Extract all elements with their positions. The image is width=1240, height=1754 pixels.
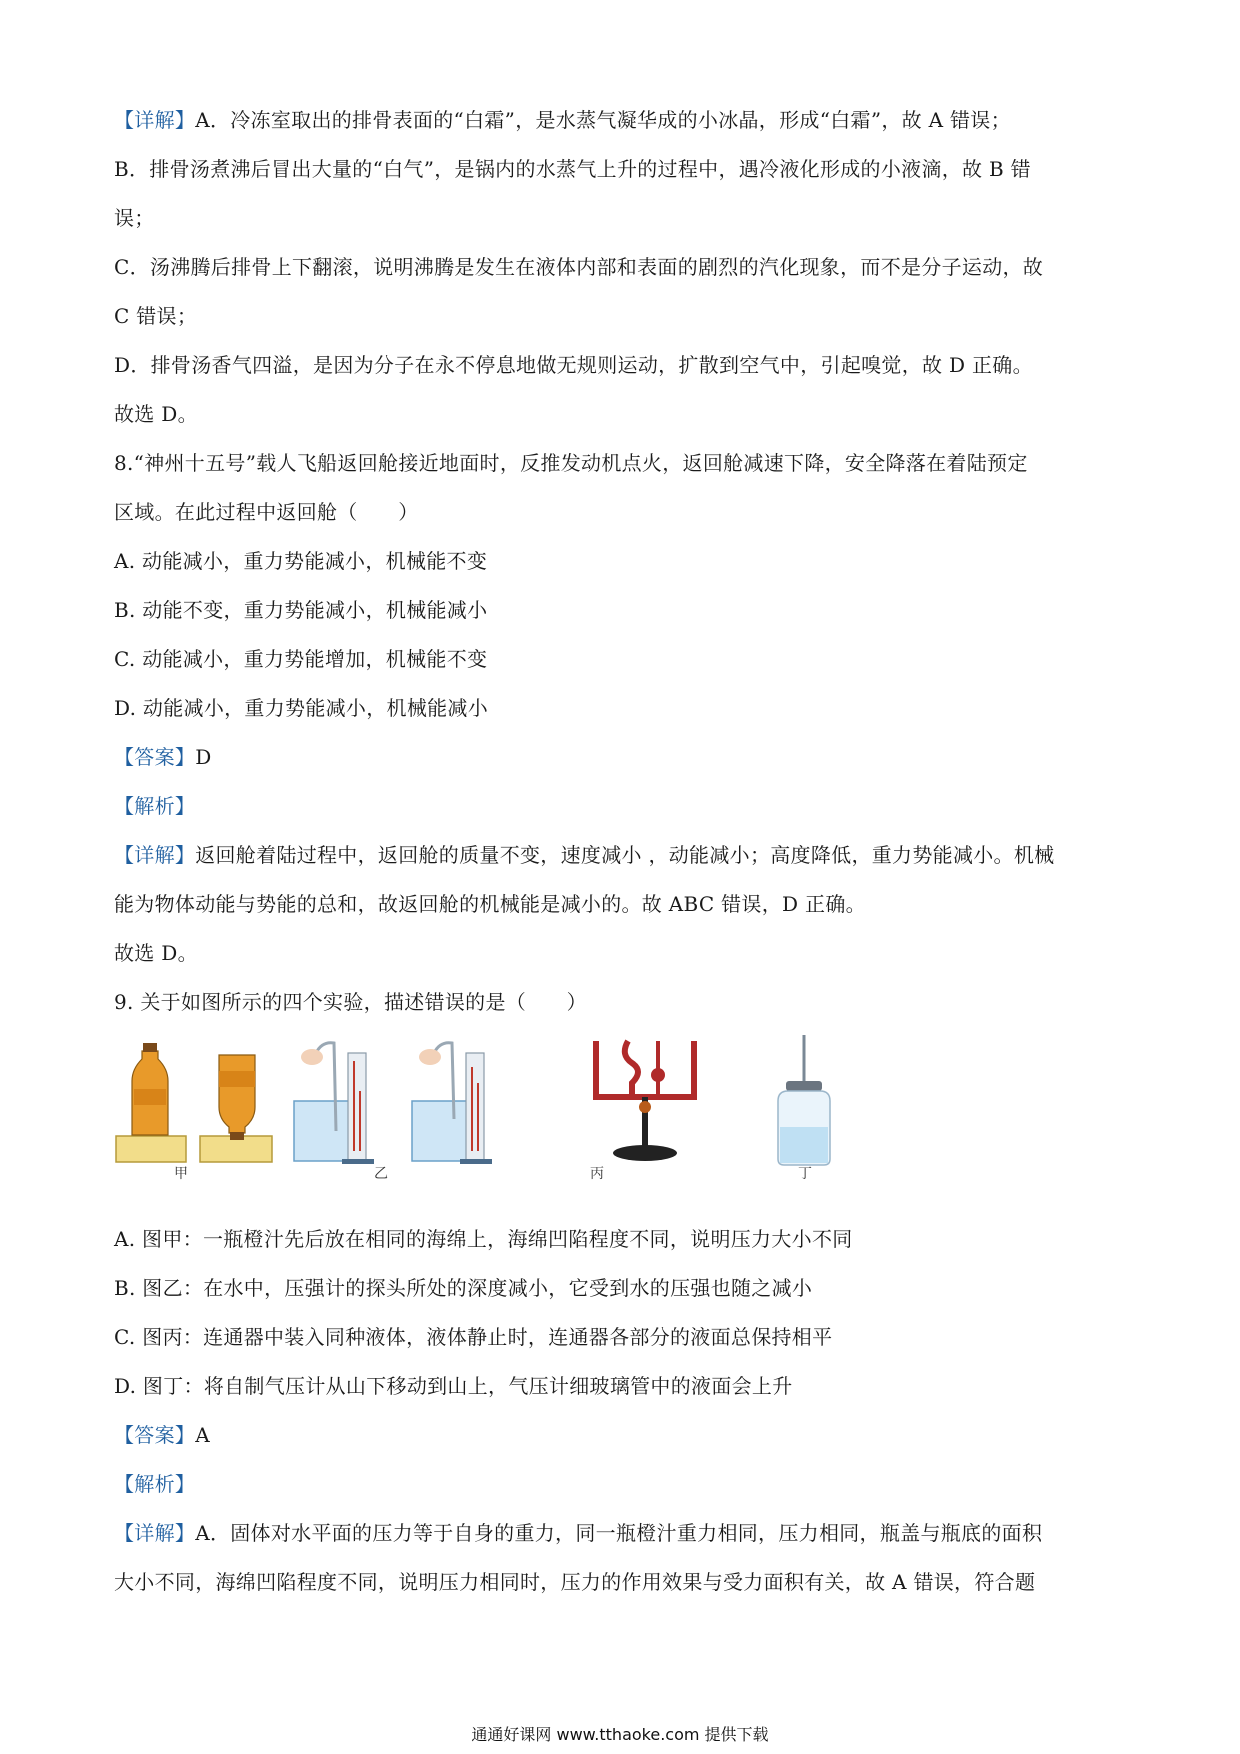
q8-answer: 【答案】D bbox=[114, 745, 212, 769]
analysis-tag: 【解析】 bbox=[114, 794, 196, 818]
figure-bing-communicating-vessels bbox=[586, 1031, 706, 1181]
answer-tag: 【答案】 bbox=[114, 1423, 196, 1447]
answer-tag: 【答案】 bbox=[114, 745, 196, 769]
detail-tag: 【详解】 bbox=[114, 108, 196, 132]
q8-select: 故选 D。 bbox=[114, 941, 198, 965]
caption-yi: 乙 bbox=[374, 1166, 388, 1182]
q9-detail-line2: 大小不同，海绵凹陷程度不同，说明压力相同时，压力的作用效果与受力面积有关，故 A 错误，符合题 bbox=[114, 1570, 1036, 1594]
figure-yi-pressure-gauges bbox=[282, 1031, 522, 1181]
detail-tag: 【详解】 bbox=[114, 843, 196, 867]
q9-option-c: C. 图丙：连通器中装入同种液体，液体静止时，连通器各部分的液面总保持相平 bbox=[114, 1325, 833, 1349]
q9-option-b: B. 图乙：在水中，压强计的探头所处的深度减小，它受到水的压强也随之减小 bbox=[114, 1276, 813, 1300]
q8-stem-line2: 区域。在此过程中返回舱（ ） bbox=[114, 500, 419, 524]
q8-stem-line1: 8.“神州十五号”载人飞船返回舱接近地面时，反推发动机点火，返回舱减速下降，安全降落在着陆预定 bbox=[114, 451, 1028, 475]
caption-bing: 丙 bbox=[590, 1166, 604, 1182]
caption-jia: 甲 bbox=[174, 1166, 188, 1182]
analysis-tag: 【解析】 bbox=[114, 1472, 196, 1496]
q8-option-c: C. 动能减小，重力势能增加，机械能不变 bbox=[114, 647, 488, 671]
figure-ding-barometer bbox=[764, 1031, 844, 1181]
q7-detail-c-line1: C．汤沸腾后排骨上下翻滚，说明沸腾是发生在液体内部和表面的剧烈的汽化现象，而不是分子运动，故 bbox=[114, 255, 1044, 279]
q9-detail-line1: 【详解】A．固体对水平面的压力等于自身的重力，同一瓶橙汁重力相同，压力相同，瓶盖与瓶底的面积 bbox=[114, 1521, 1043, 1545]
q9-figure bbox=[114, 1031, 1134, 1205]
q9-option-d: D. 图丁：将自制气压计从山下移动到山上，气压计细玻璃管中的液面会上升 bbox=[114, 1374, 793, 1398]
caption-ding: 丁 bbox=[798, 1166, 812, 1182]
q7-select: 故选 D。 bbox=[114, 402, 198, 426]
detail-tag: 【详解】 bbox=[114, 1521, 196, 1545]
q7-detail-a: 【详解】A．冷冻室取出的排骨表面的“白霜”，是水蒸气凝华成的小冰晶，形成“白霜”，故 A 错误； bbox=[114, 108, 1011, 132]
q9-analysis bbox=[114, 1460, 1134, 1509]
q7-detail-b-line1: B．排骨汤煮沸后冒出大量的“白气”，是锅内的水蒸气上升的过程中，遇冷液化形成的小液滴，故 B 错 bbox=[114, 157, 1031, 181]
q9-answer: 【答案】A bbox=[114, 1423, 210, 1447]
q8-option-b: B. 动能不变，重力势能减小，机械能减小 bbox=[114, 598, 488, 622]
q7-detail-d: D．排骨汤香气四溢，是因为分子在永不停息地做无规则运动，扩散到空气中，引起嗅觉，故 D 正确。 bbox=[114, 353, 1033, 377]
q9-stem: 9. 关于如图所示的四个实验，描述错误的是（ ） bbox=[114, 990, 587, 1014]
q8-option-a: A. 动能减小，重力势能减小，机械能不变 bbox=[114, 549, 488, 573]
q8-analysis bbox=[114, 782, 1134, 831]
q8-option-d: D. 动能减小，重力势能减小，机械能减小 bbox=[114, 696, 489, 720]
q8-detail-line2: 能为物体动能与势能的总和，故返回舱的机械能是减小的。故 ABC 错误，D 正确。 bbox=[114, 892, 866, 916]
figure-jia-bottles bbox=[114, 1031, 284, 1181]
q7-detail-c-line2: C 错误； bbox=[114, 304, 198, 328]
document-body bbox=[114, 96, 1134, 1607]
q8-detail-line1: 【详解】返回舱着陆过程中，返回舱的质量不变，速度减小 ，动能减小；高度降低，重力势能减小。机械 bbox=[114, 843, 1055, 867]
page-footer: 通通好课网 www.tthaoke.com 提供下载 bbox=[471, 1725, 769, 1744]
q9-option-a: A. 图甲：一瓶橙汁先后放在相同的海绵上，海绵凹陷程度不同，说明压力大小不同 bbox=[114, 1227, 853, 1251]
q7-detail-b-line2: 误； bbox=[114, 206, 155, 230]
